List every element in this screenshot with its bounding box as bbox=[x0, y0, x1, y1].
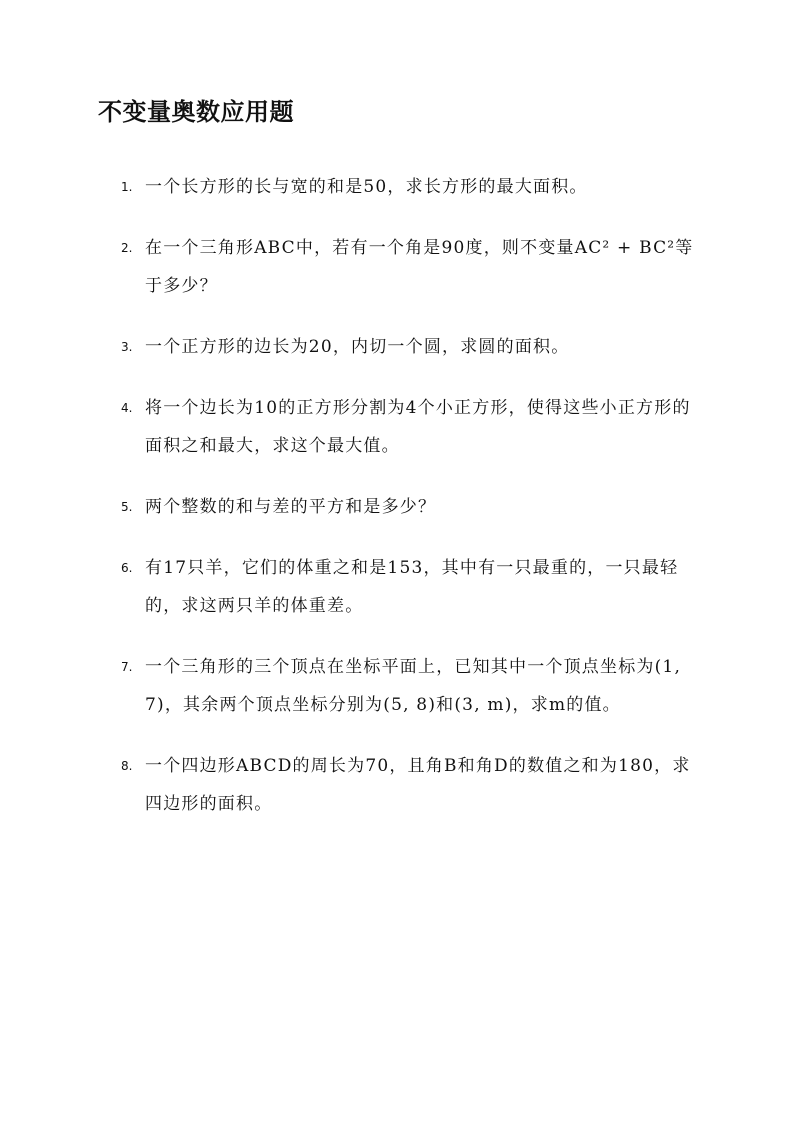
question-text: 有17只羊，它们的体重之和是153，其中有一只最重的，一只最轻的，求这两只羊的体重差。 bbox=[145, 558, 679, 616]
question-number: 8. bbox=[121, 759, 133, 773]
question-number: 4. bbox=[121, 401, 133, 415]
question-text: 一个长方形的长与宽的和是50，求长方形的最大面积。 bbox=[145, 177, 588, 197]
question-item bbox=[0, 328, 800, 366]
question-list bbox=[0, 168, 800, 846]
question-item bbox=[0, 488, 800, 526]
question-item bbox=[0, 229, 800, 305]
question-text: 在一个三角形ABC中，若有一个角是90度，则不变量AC² + BC²等于多少？ bbox=[145, 238, 694, 296]
question-number: 5. bbox=[121, 500, 133, 514]
question-item bbox=[0, 747, 800, 823]
question-number: 2. bbox=[121, 241, 133, 255]
question-number: 7. bbox=[121, 660, 133, 674]
question-item bbox=[0, 549, 800, 625]
question-item bbox=[0, 168, 800, 206]
question-number: 6. bbox=[121, 561, 133, 575]
question-text: 一个正方形的边长为20，内切一个圆，求圆的面积。 bbox=[145, 337, 570, 357]
page-title: 不变量奥数应用题 bbox=[98, 97, 294, 126]
question-item bbox=[0, 389, 800, 465]
question-item bbox=[0, 648, 800, 724]
question-text: 一个四边形ABCD的周长为70，且角B和角D的数值之和为180，求四边形的面积。 bbox=[145, 756, 691, 814]
question-number: 1. bbox=[121, 180, 133, 194]
question-text: 将一个边长为10的正方形分割为4个小正方形，使得这些小正方形的面积之和最大，求这个最大值。 bbox=[145, 398, 691, 456]
question-number: 3. bbox=[121, 340, 133, 354]
question-text: 一个三角形的三个顶点在坐标平面上，已知其中一个顶点坐标为(1, 7)，其余两个顶点坐标分别为(5, 8)和(3, m)，求m的值。 bbox=[145, 657, 682, 715]
question-text: 两个整数的和与差的平方和是多少？ bbox=[145, 497, 437, 517]
